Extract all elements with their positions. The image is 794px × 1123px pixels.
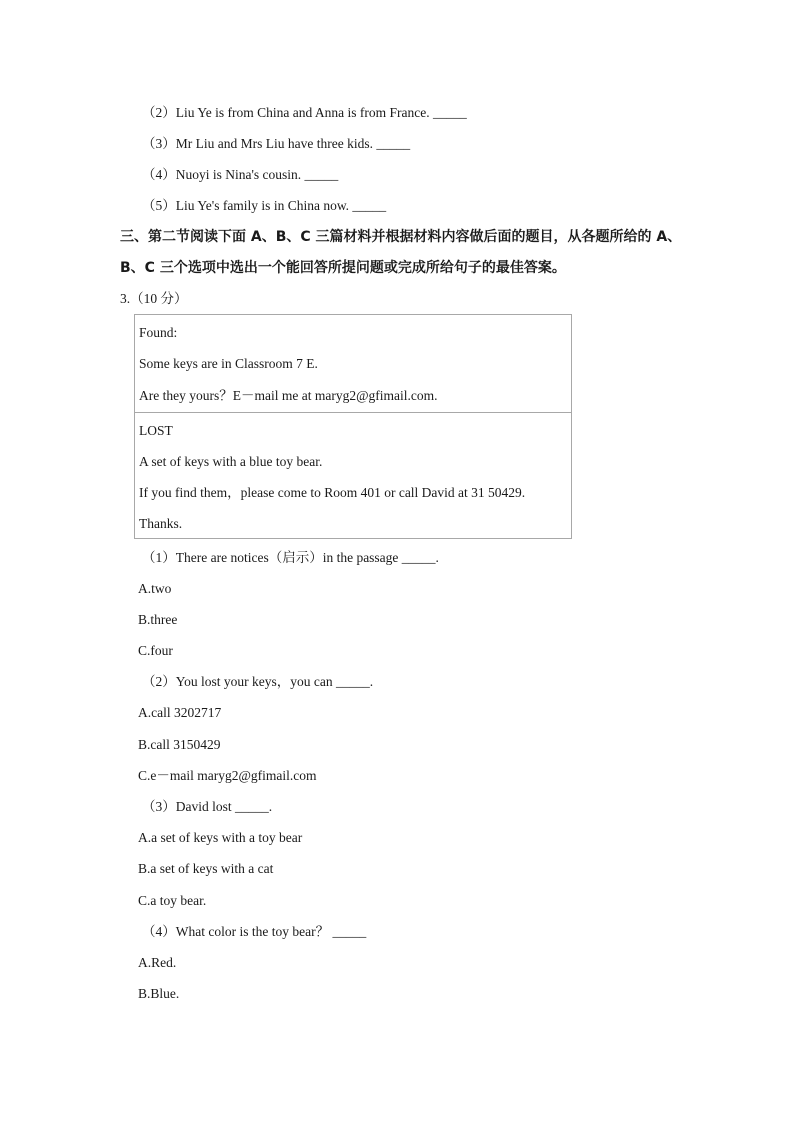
question-3-option-a: A.a set of keys with a toy bear [138, 830, 303, 845]
prev-question-3: （3）Mr Liu and Mrs Liu have three kids. _____ [142, 136, 411, 151]
lost-notice-line-1: A set of keys with a blue toy bear. [139, 454, 323, 469]
section-heading-line-1: 三、第二节阅读下面 A、B、C 三篇材料并根据材料内容做后面的题目，从各题所给的 A、 [120, 229, 682, 245]
question-3-option-c: C.a toy bear. [138, 893, 207, 908]
prev-question-2: （2）Liu Ye is from China and Anna is from France. _____ [142, 105, 467, 120]
question-2-option-b: B.call 3150429 [138, 737, 221, 752]
lost-notice-line-2: If you find them，please come to Room 401 or call David at 31 50429. [139, 485, 526, 500]
question-2-stem: （2）You lost your keys，you can _____. [142, 674, 374, 689]
notice-divider [135, 412, 571, 413]
question-2-option-a: A.call 3202717 [138, 705, 222, 720]
lost-notice-title: LOST [139, 423, 173, 438]
question-4-stem: （4）What color is the toy bear？ _____ [142, 924, 367, 939]
question-1-stem: （1）There are notices（启示）in the passage _____. [142, 550, 439, 565]
section-heading-line-2: B、C 三个选项中选出一个能回答所提问题或完成所给句子的最佳答案。 [120, 260, 566, 276]
question-4-option-a: A.Red. [138, 955, 177, 970]
question-1-option-c: C.four [138, 643, 173, 658]
prev-question-5: （5）Liu Ye's family is in China now. _____ [142, 198, 387, 213]
found-notice-title: Found: [139, 325, 178, 340]
found-notice-line-2: Are they yours？E－mail me at maryg2@gfimail.com. [139, 388, 438, 403]
question-3-stem: （3）David lost _____. [142, 799, 273, 814]
prev-question-4: （4）Nuoyi is Nina's cousin. _____ [142, 167, 339, 182]
lost-notice-line-3: Thanks. [139, 516, 183, 531]
question-1-option-b: B.three [138, 612, 178, 627]
found-notice-line-1: Some keys are in Classroom 7 E. [139, 356, 318, 371]
question-4-option-b: B.Blue. [138, 986, 180, 1001]
notice-box [134, 314, 572, 539]
question-1-option-a: A.two [138, 581, 172, 596]
question-number: 3.（10 分） [120, 291, 188, 306]
question-2-option-c: C.e－mail maryg2@gfimail.com [138, 768, 317, 783]
question-3-option-b: B.a set of keys with a cat [138, 861, 274, 876]
